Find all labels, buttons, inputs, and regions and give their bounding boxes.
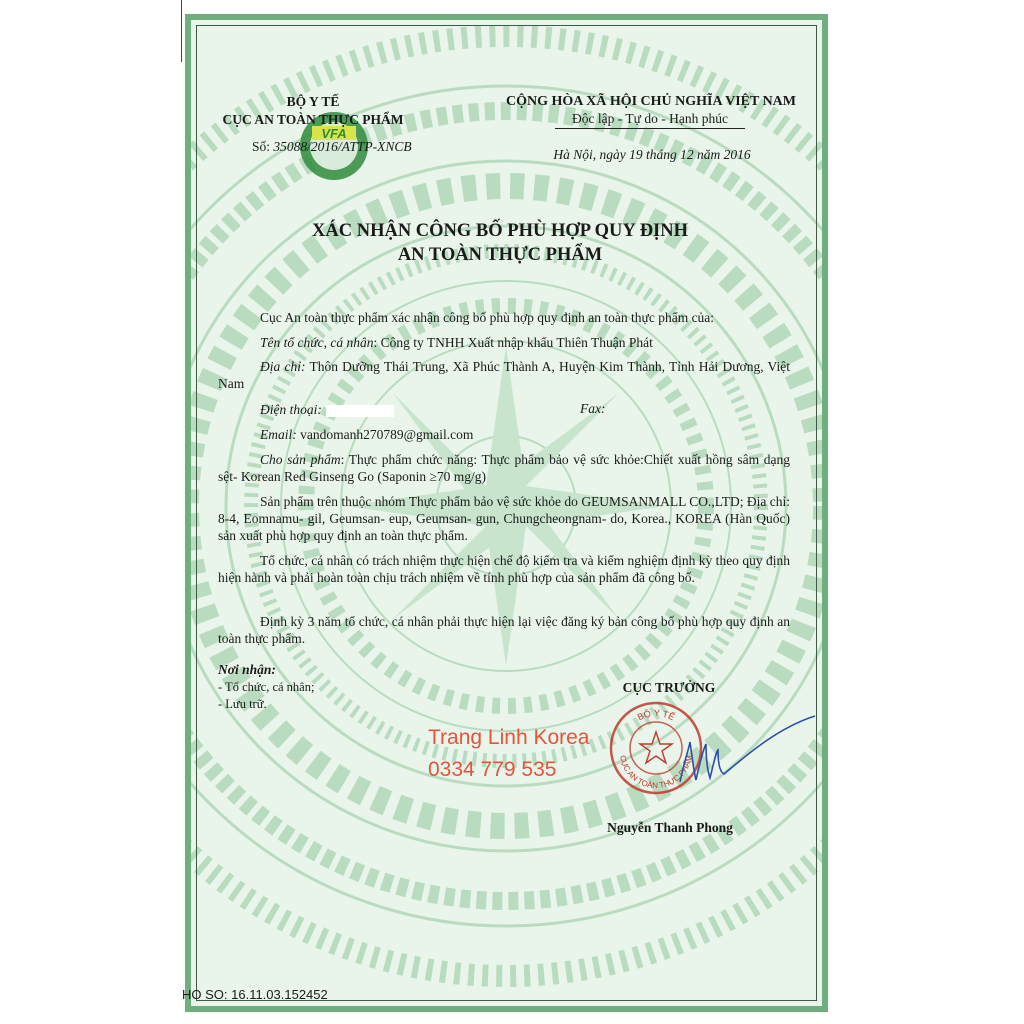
svg-text:VFA: VFA	[321, 126, 347, 141]
organization-line	[218, 334, 790, 351]
address-label: Địa chỉ:	[260, 359, 306, 374]
handwritten-signature	[670, 712, 820, 787]
intro-paragraph: Cục An toàn thực phẩm xác nhận công bố phù hợp quy định an toàn thực phẩm của:	[260, 310, 715, 325]
fax-label: Fax:	[580, 401, 606, 416]
manufacturer-paragraph: Sản phẩm trên thuộc nhóm Thực phẩm bảo vệ sức khỏe do GEUMSANMALL CO.,LTD; Địa chỉ: 8-4, Eomnamu- gil, Geumsan- eup, Geumsan- gun, Chungcheongnam- do, Korea., KOREA (Hàn Quốc) sản xuất phù hợp quy định an toàn thực phẩm.	[218, 494, 790, 543]
organization-value: : Công ty TNHH Xuất nhập khẩu Thiên Thuận Phát	[373, 335, 653, 350]
recipient-item: - Lưu trữ.	[218, 697, 267, 711]
seal-top-text: BỘ Y TẾ	[635, 707, 677, 723]
signer-title: CỤC TRƯỞNG	[622, 680, 716, 695]
motto-underline	[555, 128, 745, 129]
address-value: Thôn Dưỡng Thái Trung, Xã Phúc Thành A, Huyện Kim Thành, Tỉnh Hải Dương, Việt Nam	[218, 359, 790, 391]
responsibility-paragraph: Tổ chức, cá nhân có trách nhiệm thực hiện chế độ kiểm tra và kiểm nghiệm định kỳ theo quy định hiện hành và phải hoàn toàn chịu trách nhiệm về tính phù hợp của sản phẩm đã công bố.	[218, 553, 790, 585]
place-date: Hà Nội, ngày 19 tháng 12 năm 2016	[553, 147, 751, 162]
crop-mark	[181, 0, 182, 62]
recipient-item: - Tổ chức, cá nhân;	[218, 680, 315, 694]
document-title-line1: XÁC NHẬN CÔNG BỐ PHÙ HỢP QUY ĐỊNH	[312, 221, 688, 241]
document-number: 35088/2016/ATTP-XNCB	[273, 139, 412, 154]
signer-name: Nguyễn Thanh Phong	[607, 820, 733, 835]
email-value: vandomanh270789@gmail.com	[296, 427, 474, 442]
phone-label: Điện thoại:	[260, 402, 322, 417]
document-title-line2: AN TOÀN THỰC PHẨM	[397, 245, 603, 265]
document-number-label: Số:	[252, 139, 271, 154]
email-line	[218, 426, 790, 443]
country-name: CỘNG HÒA XÃ HỘI CHỦ NGHĨA VIỆT NAM	[505, 94, 797, 109]
watermark-phone: 0334 779 535	[428, 758, 557, 781]
seal-bottom-text: CỤC AN TOÀN THỰC PHẨM	[618, 754, 694, 791]
renewal-paragraph: Định kỳ 3 năm tổ chức, cá nhân phải thực hiện lại việc đăng ký bản công bố phù hợp quy định an toàn thực phẩm.	[218, 614, 790, 646]
motto: Độc lập - Tự do - Hạnh phúc	[572, 111, 728, 126]
phone-redacted	[326, 405, 394, 417]
recipients-label: Nơi nhận:	[218, 662, 276, 677]
watermark-shop-name: Trang Linh Korea	[428, 726, 590, 749]
phone-line	[218, 401, 790, 418]
product-line	[218, 451, 790, 485]
address-line	[218, 358, 790, 392]
product-value: : Thực phẩm chức năng: Thực phẩm bảo vệ sức khỏe:Chiết xuất hồng sâm dạng sệt- Korean Red Ginseng Go (Saponin ≥70 mg/g)	[218, 452, 790, 484]
file-number: HO SO: 16.11.03.152452	[182, 987, 328, 1002]
ministry-name: BỘ Y TẾ	[286, 94, 340, 109]
department-name: CỤC AN TOÀN THỰC PHẨM	[222, 112, 404, 127]
email-label: Email:	[260, 427, 297, 442]
organization-label: Tên tổ chức, cá nhân	[260, 335, 374, 350]
product-label: Cho sản phẩm	[260, 452, 341, 467]
